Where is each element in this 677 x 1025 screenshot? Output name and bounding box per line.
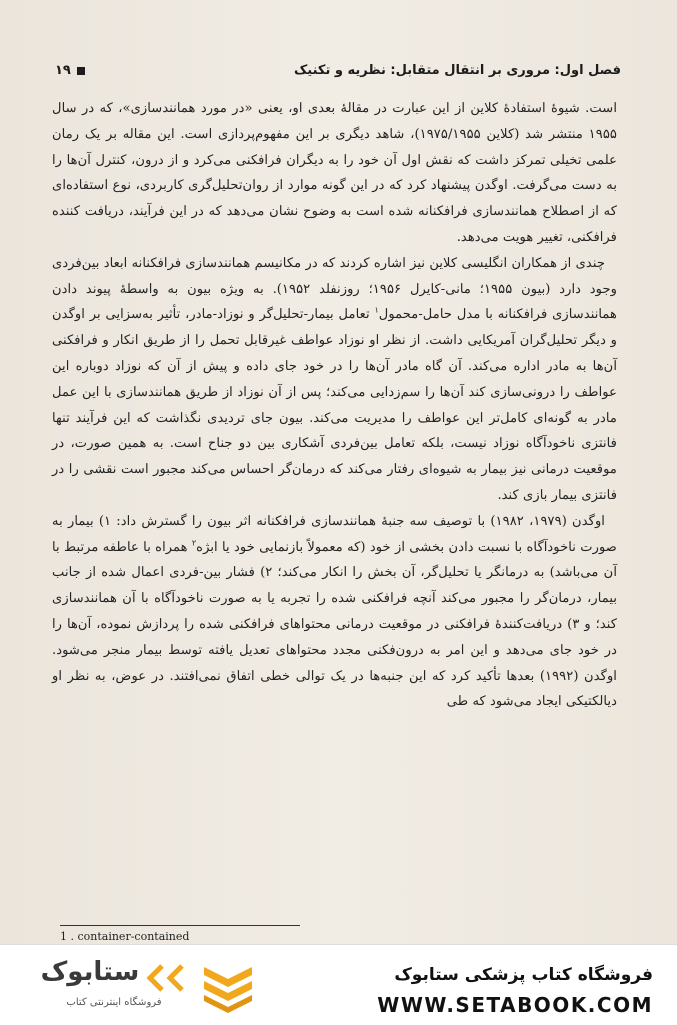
paragraph-3: اوگدن (۱۹۷۹، ۱۹۸۲) با توصیف سه جنبهٔ همانندسازی فرافکنانه اثر بیون را گسترش داد: ۱) بیمار به صورت ناخودآگاه با نسبت دادن بخشی از خود (که معمولاً بازنمایی خود یا ابژه$^۲$ همراه با عاطفه مرتبط با آن می‌باشد) به درمانگر یا تحلیل‌گر، آن بخش را انکار می‌کند؛ ۲) فشار بین-فردی اعمال شده از جانب بیمار، درمان‌گر را مجبور می‌کند آنچه فرافکنی شده را تجربه یا به صورت ناخودآگاه با آن همانندسازی کند؛ و ۳) دریافت‌کنندهٔ فرافکنی در موقعیت درمانی محتواهای فرافکنی شده را پردازش نموده، آن‌ها را در خود جای می‌دهد و این امر به درون‌فکنی مجدد محتواهای تعدیل یافته توسط بیمار منجر می‌شود. اوگدن (۱۹۹۲) بعدها تأکید کرد که این جنبه‌ها در یک توالی خطی اتفاق نمی‌افتند. در عوض، به نظر او دیالکتیکی ایجاد می‌شود که طی: [52, 513, 617, 710]
chevrons-icon: [140, 963, 192, 993]
paragraph-1: است. شیوهٔ استفادهٔ کلاین از این عبارت در مقالهٔ بعدی او، یعنی «در مورد همانندسازی»، که در سال ۱۹۵۵ منتشر شد (کلاین ۱۹۷۵/۱۹۵۵)، شاهد دیگری بر این مفهوم‌پردازی است. این مقاله بر یک رمان علمی تخیلی تمرکز داشت که نقش اول آن خود را به دیگران فرافکنی می‌کرد و از درون، کنترل آن‌ها را به دست می‌گرفت. اوگدن پیشنهاد کرد که در این گونه موارد از روان‌تحلیل‌گری کاربردی، نوع استفاده‌ای که از اصطلاح همانندسازی فرافکنانه شده است به وضوح نشان می‌دهد که در این فرآیند، دریافت کننده فرافکنی، تغییر هویت می‌دهد.: [52, 101, 617, 245]
logo-wordmark: ستابوک: [40, 957, 140, 987]
book-stack-icon: [200, 959, 256, 1013]
footnote-marker-2[interactable]: ۲: [191, 538, 197, 548]
page-number-group: [55, 63, 85, 78]
page-header: [55, 63, 621, 78]
store-name: فروشگاه کتاب پزشکی ستابوک: [394, 965, 653, 985]
store-banner[interactable]: [0, 944, 677, 1025]
logo-tagline: فروشگاه اینترنتی کتاب: [66, 997, 162, 1008]
body-text: [52, 96, 617, 715]
square-bullet-icon: [77, 67, 85, 75]
store-url-link[interactable]: WWW.SETABOOK.COM: [377, 993, 653, 1017]
chapter-title: فصل اول: مروری بر انتقال متقابل: نظریه و تکنیک: [293, 63, 621, 78]
footnote-marker-1[interactable]: ۱: [374, 305, 379, 315]
footnote: 1 . container-contained: [60, 930, 190, 943]
paragraph-2: چندی از همکاران انگلیسی کلاین نیز اشاره کردند که در مکانیسم همانندسازی فرافکنانه ابعاد بین‌فردی وجود دارد (بیون ۱۹۵۵؛ مانی-کایرل ۱۹۵۶؛ روزنفلد ۱۹۵۲). به ویژه بیون به واسطهٔ پیوند دادن همانندسازی فرافکنانه با مدل حامل-محمول$^۱$ تعامل بیمار-تحلیل‌گر و نوزاد-مادر، تأثیر به‌سزایی بر اوگدن و دیگر تحلیل‌گران آمریکایی داشت. از نظر او نوزاد عواطف غیرقابل تحمل را از طریق انکار و فرافکنی آن‌ها به مادر اداره می‌کند. آن گاه مادر آن‌ها را در خود جای داده و پیش از آن که نوزاد دوباره این عواطف را درونی‌سازی کند آن‌ها را سم‌زدایی می‌کند؛ پس از آن نوزاد از طریق همانندسازی با این عمل مادر به گونه‌ای کامل‌تر این عواطف را مدیریت می‌کند. بیون جای تردیدی نگذاشت که این فرآیند تنها فانتزی ناخودآگاه نوزاد نیست، بلکه تعامل بین‌فردی آشکاری بین دو جناح است. به همین صورت، در موقعیت درمانی نیز بیمار به شیوه‌ای رفتار می‌کند که درمان‌گر احساس می‌کند مجبور است نقشی را در فانتزی بیمار بازی کند.: [52, 255, 617, 503]
footnote-divider: [60, 925, 300, 926]
page-number: ۱۹: [55, 63, 71, 78]
